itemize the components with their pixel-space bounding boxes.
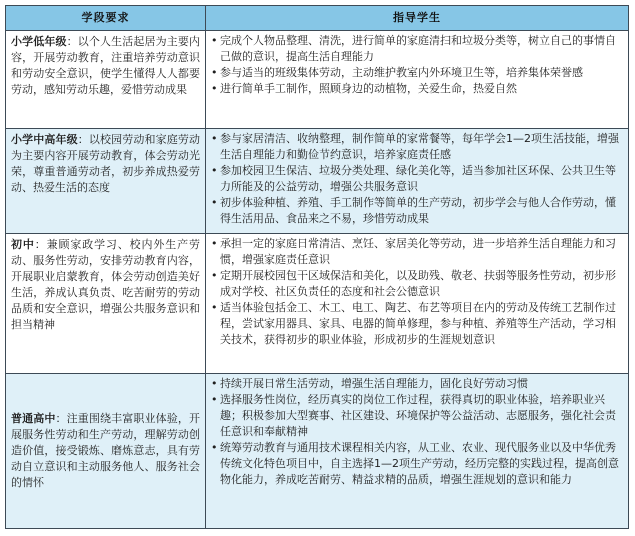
table-header-row	[6, 6, 629, 31]
guidance-list	[211, 376, 623, 488]
stage-description: ：以校园劳动和家庭劳动为主要内容开展劳动教育，体会劳动光荣，尊重普通劳动者，初步养成热爱劳动、热爱生活的态度	[11, 133, 200, 194]
stage-name: 初中	[11, 238, 35, 251]
stage-description: ：兼顾家政学习、校内外生产劳动、服务性劳动，安排劳动教育内容，开展职业启蒙教育，体会劳动创造美好生活，养成认真负责、吃苦耐劳的劳动品质和安全意识，增强公共服务意识和担当精神	[11, 238, 200, 331]
guidance-item: • 定期开展校园包干区域保洁和美化，以及助残、敬老、扶弱等服务性劳动，初步形成对学校、社区负责任的态度和社会公德意识	[211, 268, 623, 300]
guidance-item: • 初步体验种植、养殖、手工制作等简单的生产劳动，初步学会与他人合作劳动，懂得生活用品、食品来之不易，珍惜劳动成果	[211, 195, 623, 227]
guidance-item: • 参加校园卫生保洁、垃圾分类处理、绿化美化等，适当参加社区环保、公共卫生等力所能及的公益劳动，增强公共服务意识	[211, 163, 623, 195]
guidance-item: • 进行简单手工制作，照顾身边的动植物，关爱生命，热爱自然	[211, 81, 623, 97]
guidance-cell	[206, 129, 629, 234]
stage-name: 小学低年级	[11, 35, 67, 48]
stage-requirement-cell	[6, 234, 206, 374]
guidance-list	[211, 33, 623, 97]
guidance-item: • 选择服务性岗位，经历真实的岗位工作过程，获得真切的职业体验，培养职业兴趣；积极参加大型赛事、社区建设、环境保护等公益活动、志愿服务，强化社会责任意识和奉献精神	[211, 392, 623, 440]
guidance-list	[211, 236, 623, 348]
guidance-cell	[206, 31, 629, 129]
guidance-item: • 统筹劳动教育与通用技术课程相关内容，从工业、农业、现代服务业以及中华优秀传统文化特色项目中，自主选择1—2项生产劳动，经历完整的实践过程，提高创意物化能力，养成吃苦耐劳、精益求精的品质，增强生涯规划的意识和能力	[211, 440, 623, 488]
guidance-item: • 承担一定的家庭日常清洁、烹饪、家居美化等劳动，进一步培养生活自理能力和习惯，增强家庭责任意识	[211, 236, 623, 268]
table-row-junior-high	[6, 234, 629, 374]
guidance-cell	[206, 234, 629, 374]
guidance-item: • 完成个人物品整理、清洗，进行简单的家庭清扫和垃圾分类等，树立自己的事情自己做的意识，提高生活自理能力	[211, 33, 623, 65]
guidance-item: • 适当体验包括金工、木工、电工、陶艺、布艺等项目在内的劳动及传统工艺制作过程，尝试家用器具、家具、电器的简单修理，参与种植、养殖等生产活动，学习相关技术，获得初步的职业体验，形成初步的生涯规划意识	[211, 300, 623, 348]
guidance-item: • 持续开展日常生活劳动，增强生活自理能力，固化良好劳动习惯	[211, 376, 623, 392]
stage-requirement-cell	[6, 129, 206, 234]
header-student-guidance: 指导学生	[206, 6, 629, 31]
stage-requirement-cell	[6, 374, 206, 529]
stage-description: ：以个人生活起居为主要内容，开展劳动教育，注重培养劳动意识和劳动安全意识，使学生懂得人人都要劳动，感知劳动乐趣，爱惜劳动成果	[11, 35, 200, 96]
stage-description: ：注重围绕丰富职业体验，开展服务性劳动和生产劳动，理解劳动创造价值，接受锻炼、磨炼意志，具有劳动自立意识和主动服务他人、服务社会的情怀	[11, 412, 200, 489]
stage-name: 普通高中	[11, 412, 56, 425]
stage-requirement-cell	[6, 31, 206, 129]
guidance-item: • 参与适当的班级集体劳动，主动维护教室内外环境卫生等，培养集体荣誉感	[211, 65, 623, 81]
guidance-table	[5, 5, 629, 529]
guidance-item: • 参与家居清洁、收纳整理，制作简单的家常餐等，每年学会1—2项生活技能，增强生活自理能力和勤俭节约意识，培养家庭责任感	[211, 131, 623, 163]
guidance-list	[211, 131, 623, 227]
table-row-upper-primary	[6, 129, 629, 234]
guidance-cell	[206, 374, 629, 529]
header-stage-requirements: 学段要求	[6, 6, 206, 31]
table-row-lower-primary	[6, 31, 629, 129]
stage-name: 小学中高年级	[11, 133, 78, 146]
table-row-senior-high	[6, 374, 629, 529]
